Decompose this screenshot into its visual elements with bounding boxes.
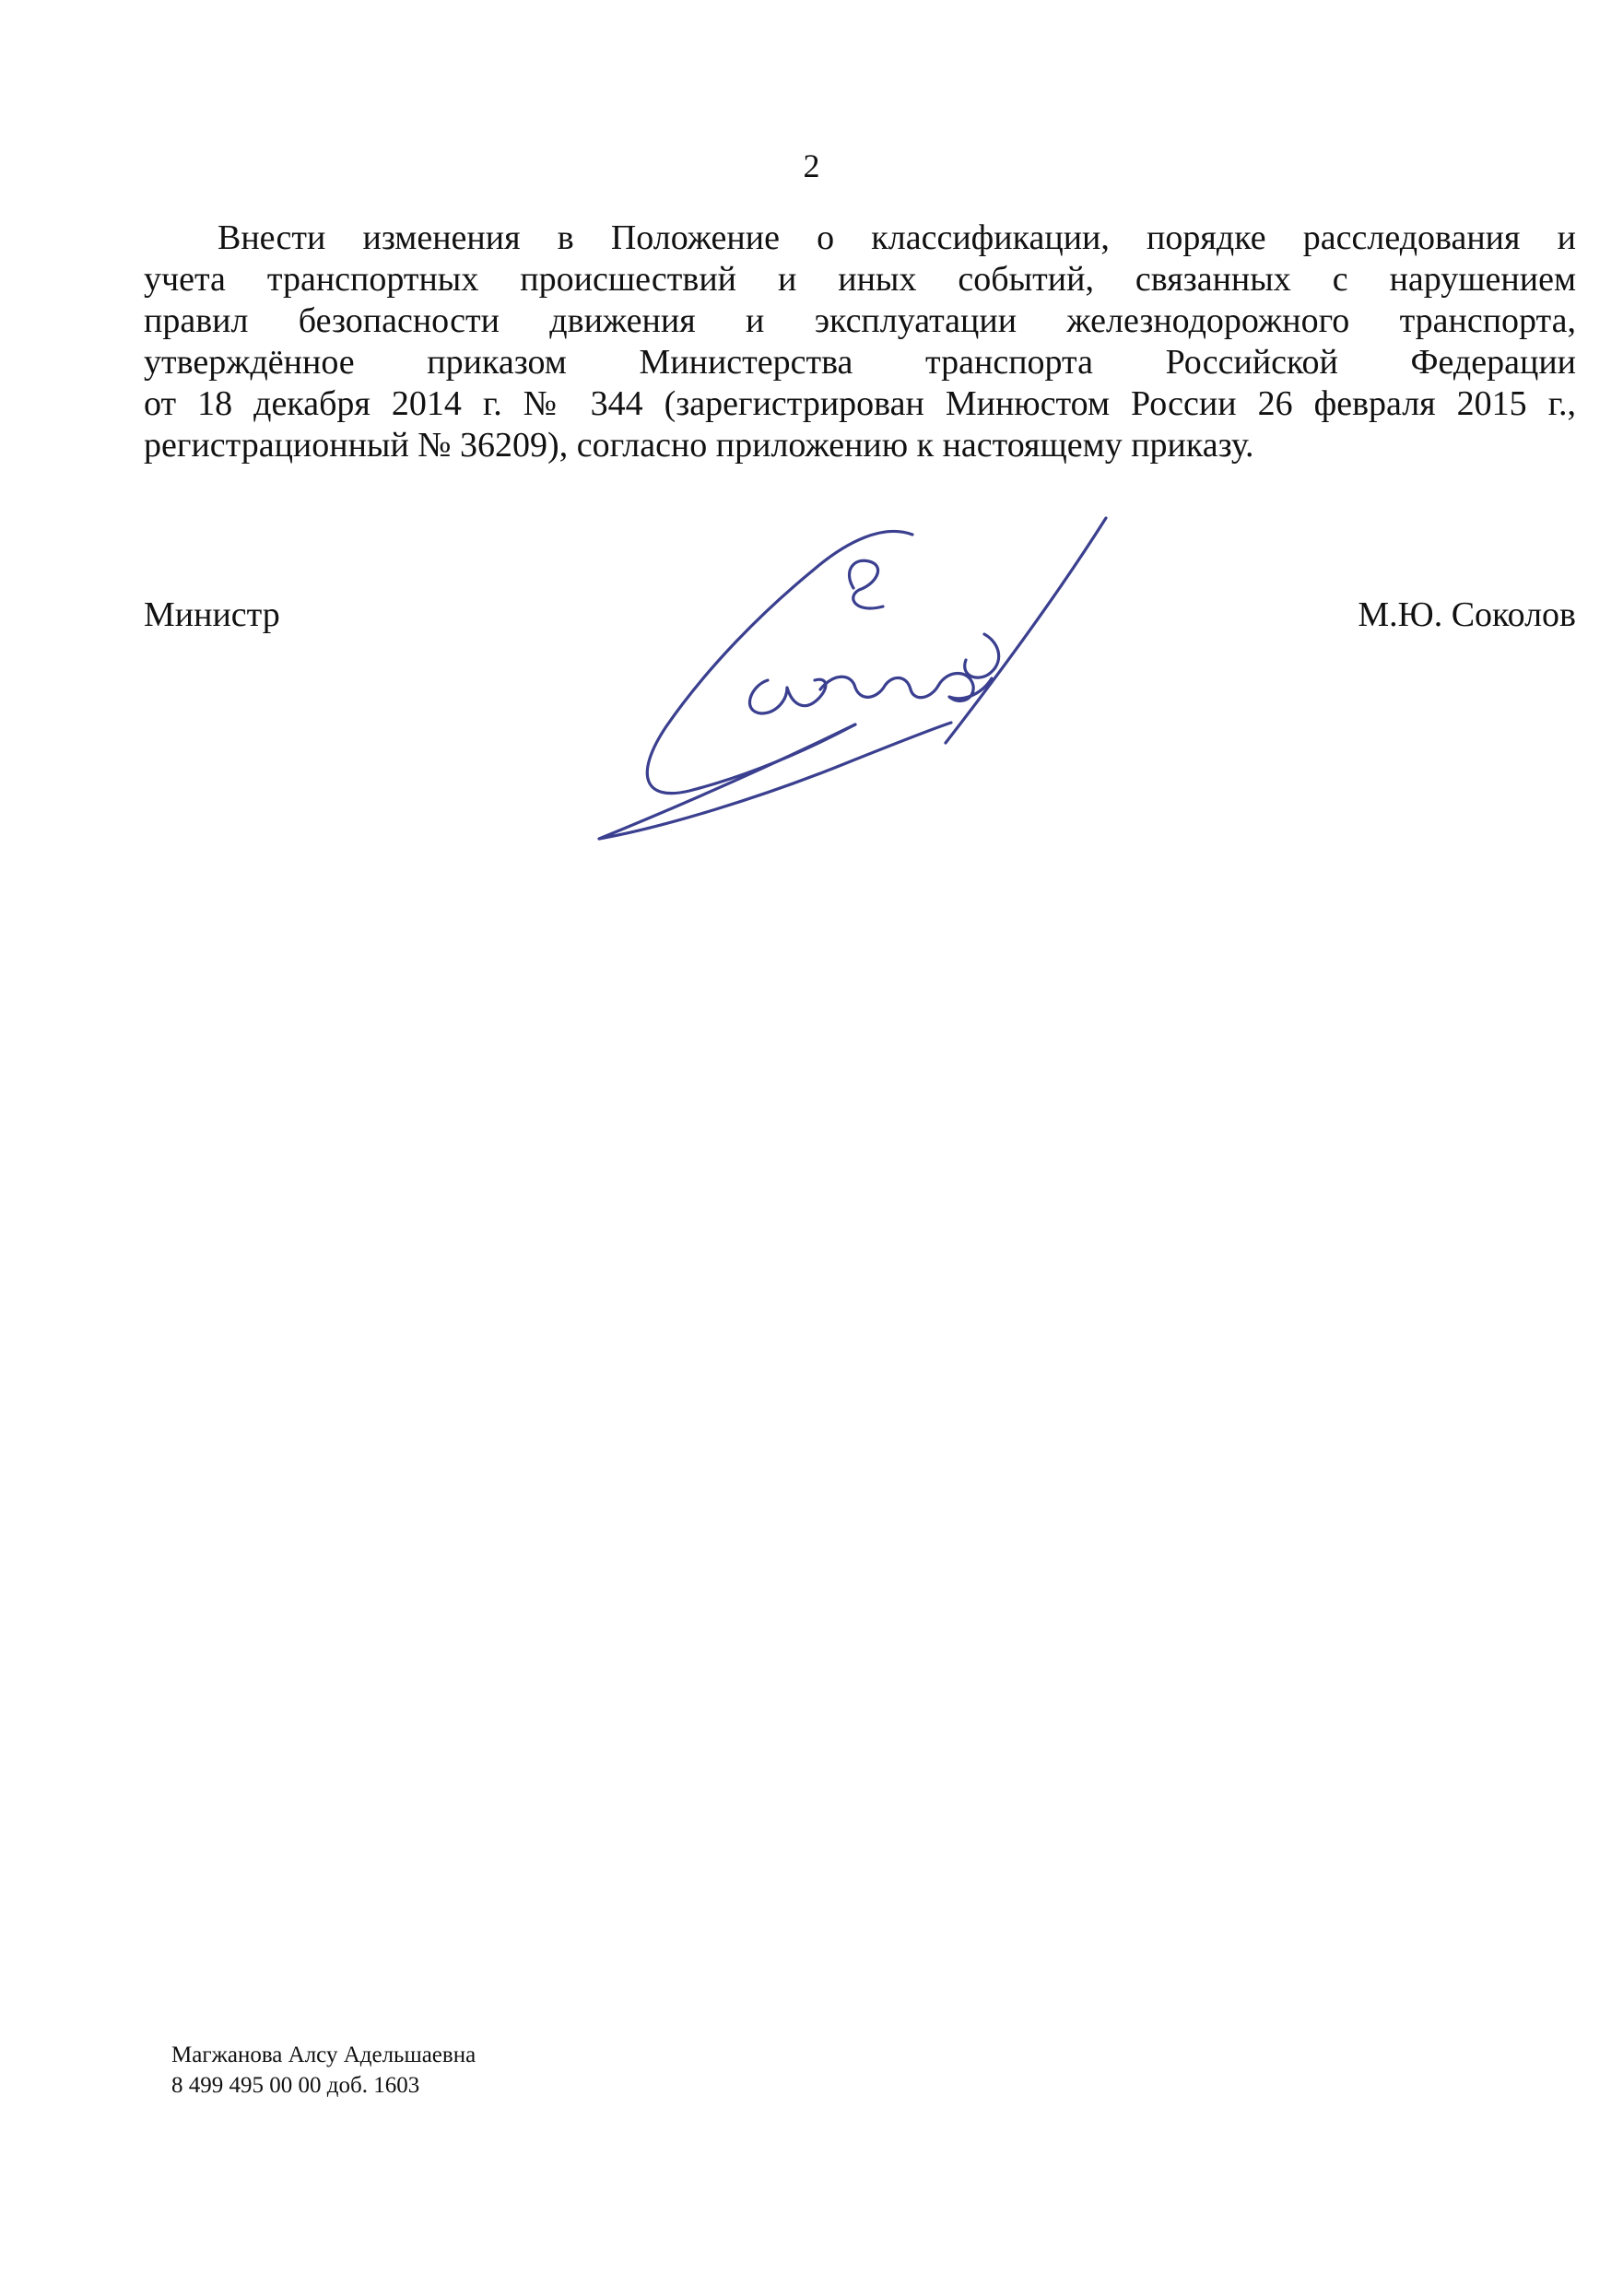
body-line-1: Внести изменения в Положение о классификации, порядке расследования и: [218, 218, 1576, 257]
body-line-3: правил безопасности движения и эксплуатации железнодорожного транспорта,: [144, 301, 1576, 340]
body-line-2: учета транспортных происшествий и иных событий, связанных с нарушением: [144, 260, 1576, 299]
order-body-paragraph: [144, 218, 1576, 466]
executor-phone: 8 499 495 00 00 доб. 1603: [171, 2073, 420, 2098]
body-line-6: регистрационный № 36209), согласно приложению к настоящему приказу.: [144, 426, 1254, 465]
signatory-name: М.Ю. Соколов: [1358, 595, 1576, 634]
body-line-4: утверждённое приказом Министерства транспорта Российской Федерации: [144, 343, 1576, 382]
executor-name: Магжанова Алсу Адельшаевна: [171, 2043, 476, 2067]
page-number: 2: [803, 147, 820, 184]
signatory-title: Министр: [144, 595, 280, 634]
body-line-5: от 18 декабря 2014 г. № 344 (зарегистрирован Минюстом России 26 февраля 2015 г.,: [144, 384, 1576, 423]
handwritten-signature: [579, 505, 1132, 855]
executor-contact: [171, 2040, 476, 2101]
